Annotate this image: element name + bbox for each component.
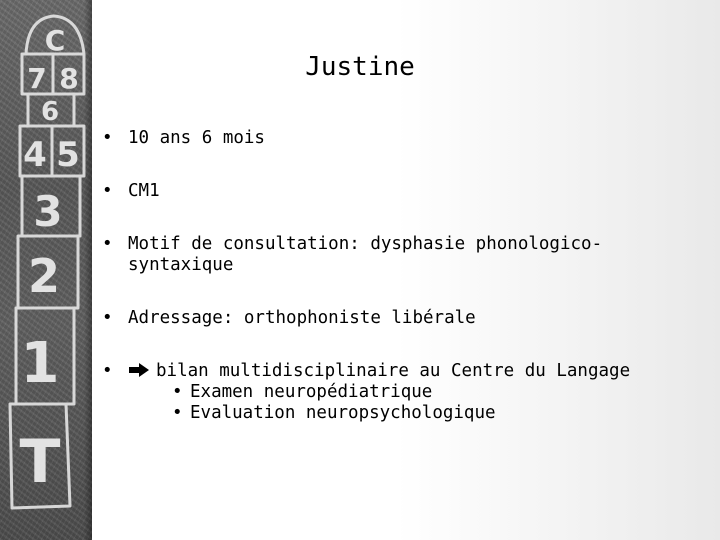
chalk-label-c: C	[44, 24, 66, 57]
bullet-item-class	[102, 181, 702, 202]
right-arrow-icon	[128, 362, 150, 378]
bullet-dot: •	[102, 308, 113, 328]
sub-item-neuropediatric	[128, 382, 702, 403]
bullet-text-class: CM1	[128, 181, 160, 201]
bullet-text-age: 10 ans 6 mois	[128, 128, 265, 148]
sub-bullet-dot: •	[172, 403, 183, 423]
sub-item-text: Evaluation neuropsychologique	[190, 403, 496, 423]
bullet-list	[102, 128, 702, 424]
bullet-item-age	[102, 128, 702, 149]
chalk-label-8: 8	[59, 62, 79, 95]
bullet-item-referral-source	[102, 308, 702, 329]
sub-item-neuropsychological	[128, 403, 702, 424]
bullet-text-reason: Motif de consultation: dysphasie phonologico-syntaxique	[128, 234, 603, 275]
slide-title: Justine	[305, 52, 415, 82]
chalk-label-4: 4	[23, 135, 47, 175]
bullet-text-assessment: bilan multidisciplinaire au Centre du Langage	[156, 361, 631, 381]
sub-bullet-list	[128, 382, 702, 424]
sub-bullet-dot: •	[172, 382, 183, 402]
chalk-label-5: 5	[56, 135, 80, 175]
bullet-dot: •	[102, 181, 113, 201]
chalk-label-t: T	[19, 427, 61, 497]
hopscotch-photo	[0, 0, 92, 540]
bullet-item-reason	[102, 234, 702, 276]
chalk-label-7: 7	[27, 62, 47, 95]
bullet-dot: •	[102, 128, 113, 148]
bullet-text-referral-source: Adressage: orthophoniste libérale	[128, 308, 476, 328]
chalk-label-1: 1	[20, 331, 60, 396]
bullet-dot: •	[102, 234, 113, 254]
hopscotch-chalk-drawing	[0, 0, 92, 540]
chalk-label-2: 2	[27, 249, 61, 303]
bullet-item-assessment	[102, 361, 702, 424]
sub-item-text: Examen neuropédiatrique	[190, 382, 433, 402]
chalk-label-3: 3	[33, 187, 63, 236]
bullet-dot: •	[102, 361, 113, 381]
chalk-label-6: 6	[40, 97, 60, 127]
